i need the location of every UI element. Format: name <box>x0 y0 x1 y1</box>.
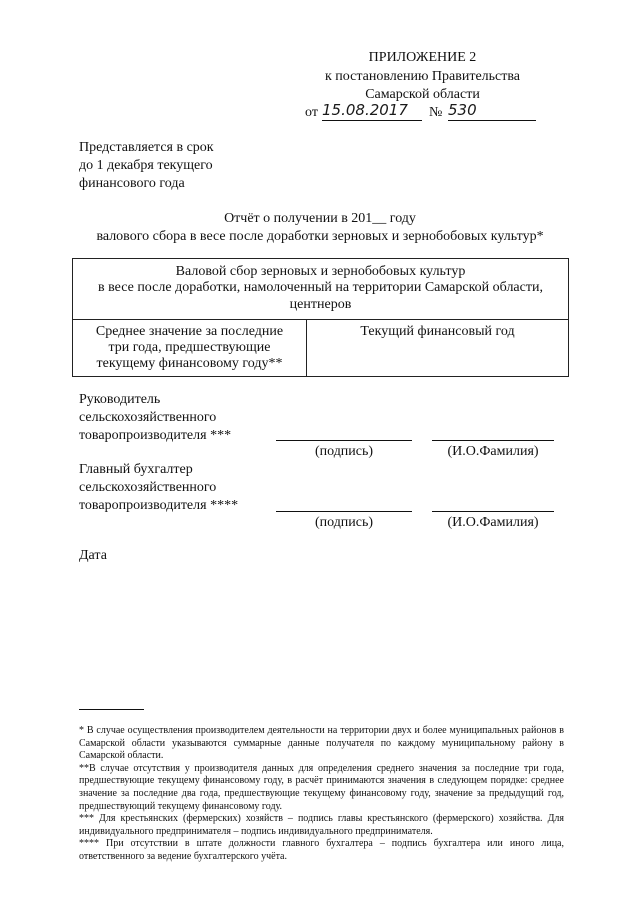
number-prefix: № <box>429 105 443 120</box>
accountant-signature-line <box>276 511 412 512</box>
col-current-year <box>307 320 569 377</box>
col-average-line-1: Среднее значение за последние <box>95 324 284 339</box>
accountant-name-caption: (И.О.Фамилия) <box>447 515 539 530</box>
col-average-line-2: три года, предшествующие <box>108 340 271 355</box>
appendix-date-line <box>305 101 540 124</box>
table-header-line-3: центнеров <box>289 297 352 312</box>
appendix-resolution: к постановлению Правительства <box>324 69 521 84</box>
head-label-line-3: товаропроизводителя *** <box>79 428 232 443</box>
deadline-line-3: финансового года <box>79 176 185 191</box>
date-prefix: от <box>305 105 318 120</box>
deadline-block <box>79 140 279 194</box>
appendix-region: Самарской области <box>365 87 480 102</box>
footnote-separator <box>79 709 144 710</box>
table-header-row <box>73 259 569 320</box>
appendix-title: ПРИЛОЖЕНИЕ 2 <box>368 50 477 65</box>
report-title-line-2: валового сбора в весе после доработки зерновых и зернобобовых культур* <box>96 229 544 244</box>
deadline-line-2: до 1 декабря текущего <box>79 158 213 173</box>
accountant-signature-label <box>79 462 289 516</box>
accountant-signature-caption: (подпись) <box>314 515 374 530</box>
table-header-line-2: в весе после доработки, намолоченный на территории Самарской области, <box>98 280 543 295</box>
footnote-2: **В случае отсутствия у производителя данных для определения среднего значения за последние три года, предшествующие текущему финансовому году, в расчёт принимаются значения в следующем порядке: среднее значение за последние два года, предшествующие текущему финансовому году, значение за предыдущий год, предшествующий текущему финансовому году. <box>79 762 564 812</box>
col-average-line-3: текущему финансовому году** <box>96 356 283 371</box>
accountant-label-line-1: Главный бухгалтер <box>79 462 193 477</box>
col-average-three-years <box>73 320 307 377</box>
head-signature-line <box>276 440 412 441</box>
footnotes <box>79 725 564 864</box>
footnote-1: * В случае осуществления производителем деятельности на территории двух и более муниципальных районов в Самарской области указываются суммарные данные получателя по каждому муниципальному району в Самарской области. <box>79 725 564 762</box>
accountant-label-line-3: товаропроизводителя **** <box>79 498 239 513</box>
footnote-3: *** Для крестьянских (фермерских) хозяйств – подпись главы крестьянского (фермерского) хозяйства. Для индивидуального предпринимателя – подпись индивидуального предпринимателя. <box>79 813 564 837</box>
table-header-line-1: Валовой сбор зерновых и зернобобовых культур <box>175 264 466 279</box>
table-header-cell <box>73 259 569 320</box>
col-current-label: Текущий финансовый год <box>360 324 515 339</box>
head-label-line-1: Руководитель <box>79 392 161 407</box>
table-columns-row <box>73 320 569 377</box>
number-value: 530 <box>448 102 536 121</box>
appendix-header <box>300 50 545 105</box>
harvest-table <box>72 258 569 377</box>
accountant-name-line <box>432 511 554 512</box>
date-label: Дата <box>79 548 107 563</box>
head-label-line-2: сельскохозяйственного <box>79 410 217 425</box>
footnote-4: **** При отсутствии в штате должности главного бухгалтера – подпись бухгалтера или иного лица, ответственного за ведение бухгалтерского учёта. <box>79 838 564 862</box>
date-value: 15.08.2017 <box>322 102 422 121</box>
head-signature-label <box>79 392 279 446</box>
report-title-line-1: Отчёт о получении в 201__ году <box>224 211 416 226</box>
report-title <box>60 211 580 247</box>
head-name-line <box>432 440 554 441</box>
head-name-caption: (И.О.Фамилия) <box>447 444 539 459</box>
accountant-label-line-2: сельскохозяйственного <box>79 480 217 495</box>
head-signature-caption: (подпись) <box>314 444 374 459</box>
deadline-line-1: Представляется в срок <box>79 140 214 155</box>
